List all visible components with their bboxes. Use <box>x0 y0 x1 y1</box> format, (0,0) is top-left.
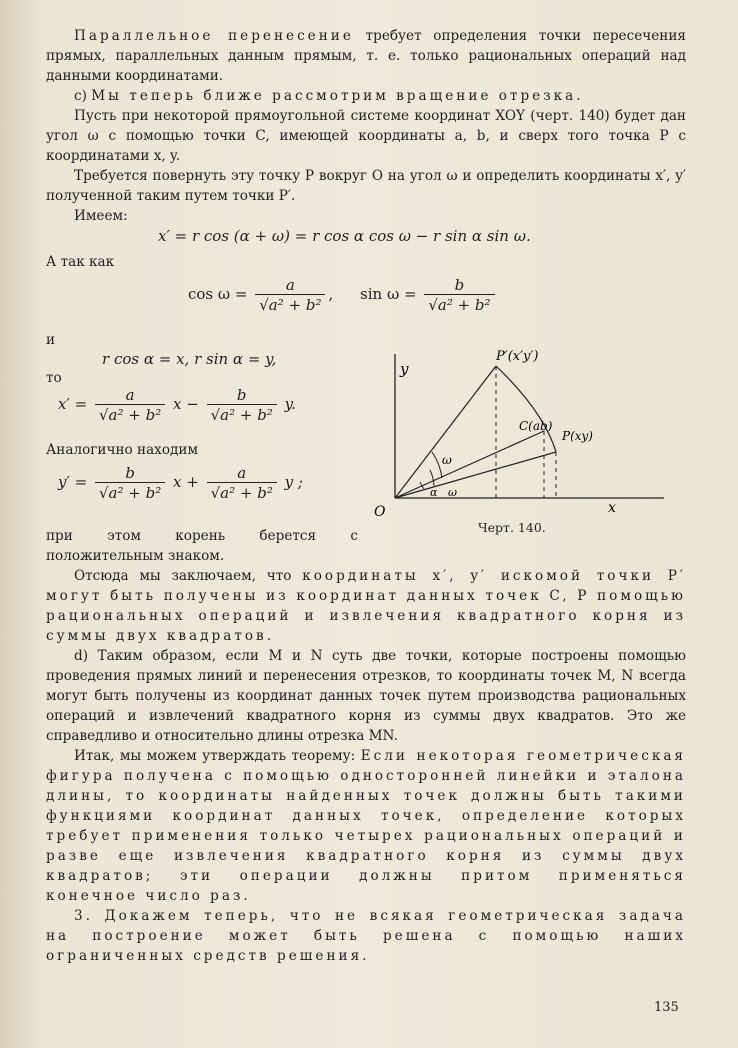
label-omega-upper: ω <box>442 453 452 467</box>
line-o-p <box>395 452 556 498</box>
label-pprime: P′(x′y′) <box>496 349 539 364</box>
paragraph-conclusion: Отсюда мы заключаем, что координаты x′, y′ искомой точки P′ могут быть получены из координат данных точек C, P помощью рациональных операций и извлечения квадратного корня из суммы двух квадратов. <box>46 568 687 644</box>
formula-yprime: y′ = $\frac{b}{\text{√a² + b²}}$ x + $\frac{a}{\text{√a² + b²}}$ y ; <box>58 464 303 502</box>
label-p: P(xy) <box>562 429 593 443</box>
sin-lhs: sin ω = <box>360 285 417 303</box>
fraction-b: $\frac{b}{\text{√a² + b²}}$ <box>207 386 277 424</box>
paragraph-rotate-point: Требуется повернуть эту точку P вокруг O на угол ω и определить координаты x′, y′ полученной таким путем точки P′. <box>46 168 686 204</box>
spaced-phrase: Если некоторая геометрическая фигура получена с помощью односторонней линейки и эталона длины, то координаты найденных точек должны быть такими функциями координат данных точек, определение которых требует применения только четырех рациональных операций и разве еще извлечения квадратного корня из суммы двух квадратов; эти операции должны притом применяться конечное число раз. <box>46 748 687 904</box>
text-root-note: при этом корень берется с положительным знаком. <box>46 528 358 564</box>
page-number: 135 <box>654 1000 679 1015</box>
text-since: А так как <box>46 254 115 270</box>
text-then: то <box>46 370 62 386</box>
top-text-block <box>46 26 686 226</box>
formula-rcos-rsin: r cos α = x, r sin α = y, <box>102 350 277 368</box>
spaced-phrase: Параллельное перенесение <box>74 28 354 44</box>
figure-140 <box>372 340 682 522</box>
paragraph-d: d) Таким образом, если M и N суть две точки, которые построены помощью проведения прямых линий и перенесения отрезков, то координаты точек M, N всегда могут быть получены из координат данных точек путем производства рациональных операций и извлечений квадратного корня из суммы двух квадратов. Это же справедливо и относительно длины отрезка MN. <box>46 648 686 744</box>
label-o: O <box>374 504 386 520</box>
text-and: и <box>46 332 56 348</box>
paragraph-parallel-transfer <box>46 26 686 86</box>
bottom-text-block <box>46 566 686 966</box>
text-similarly: Аналогично находим <box>46 442 199 458</box>
formula-rotation: x′ = r cos (α + ω) = r cos α cos ω − r sin α sin ω. <box>158 227 531 245</box>
arc-omega-upper <box>432 452 442 478</box>
formula-xprime: x′ = $\frac{a}{\text{√a² + b²}}$ x − $\frac{b}{\text{√a² + b²}}$ y. <box>58 386 296 424</box>
label-alpha: α <box>430 486 438 499</box>
line-o-pprime <box>395 366 496 498</box>
paragraph-we-have: Имеем: <box>74 208 128 224</box>
arc-omega-lower <box>430 470 434 486</box>
paragraph-theorem: Итак, мы можем утверждать теорему: Если некоторая геометрическая фигура получена с помощью односторонней линейки и эталона длины, то координаты найденных точек должны быть такими функциями координат данных точек, определение которых требует применения только четырех рациональных операций и разве еще извлечения квадратного корня из суммы двух квадратов; эти операции должны притом применяться конечное число раз. <box>46 748 687 904</box>
label-x: x <box>608 500 616 516</box>
fraction-b: $\frac{b}{\text{√a² + b²}}$ <box>95 464 165 502</box>
paragraph-coordinate-system: Пусть при некоторой прямоугольной системе координат XOY (черт. 140) будет дан угол ω с помощью точки C, имеющей координаты a, b, и сверх того точка P с координатами x, y. <box>46 108 686 164</box>
paragraph-rotation-heading <box>46 86 686 106</box>
fraction-cos: $\frac{a}{\text{√a² + b²}}$ <box>255 276 325 314</box>
spaced-phrase: координаты x′, y′ искомой точки P′ могут быть получены из координат данных точек C, P помощью рациональных операций и извлечения квадратного корня из суммы двух квадратов. <box>46 568 687 644</box>
item-label: с) <box>74 88 87 104</box>
fraction-a: $\frac{a}{\text{√a² + b²}}$ <box>207 464 277 502</box>
spaced-phrase: Мы теперь ближе рассмотрим вращение отрезка. <box>91 88 584 104</box>
fraction-a: $\frac{a}{\text{√a² + b²}}$ <box>95 386 165 424</box>
label-y: y <box>400 360 409 378</box>
cos-lhs: cos ω = <box>188 285 248 303</box>
label-omega-lower: ω <box>448 486 457 499</box>
fraction-sin: $\frac{b}{\text{√a² + b²}}$ <box>424 276 494 314</box>
line-o-c <box>395 431 544 498</box>
label-c: C(ab) <box>519 419 553 433</box>
figure-caption: Черт. 140. <box>478 520 546 535</box>
formula-cos-sin: cos ω = $\frac{a}{\text{√a² + b²}}$ , sin ω = $\frac{b}{\text{√a² + b²}}$ <box>188 276 498 314</box>
paragraph-3: 3. Докажем теперь, что не всякая геометрическая задача на построение может быть решена с помощью наших ограниченных средств решения. <box>46 908 686 964</box>
paragraph-text: требует определения точки пересечения прямых, параллельных данным прямым, т. е. только рациональных операций над данными координатами. <box>46 28 686 84</box>
